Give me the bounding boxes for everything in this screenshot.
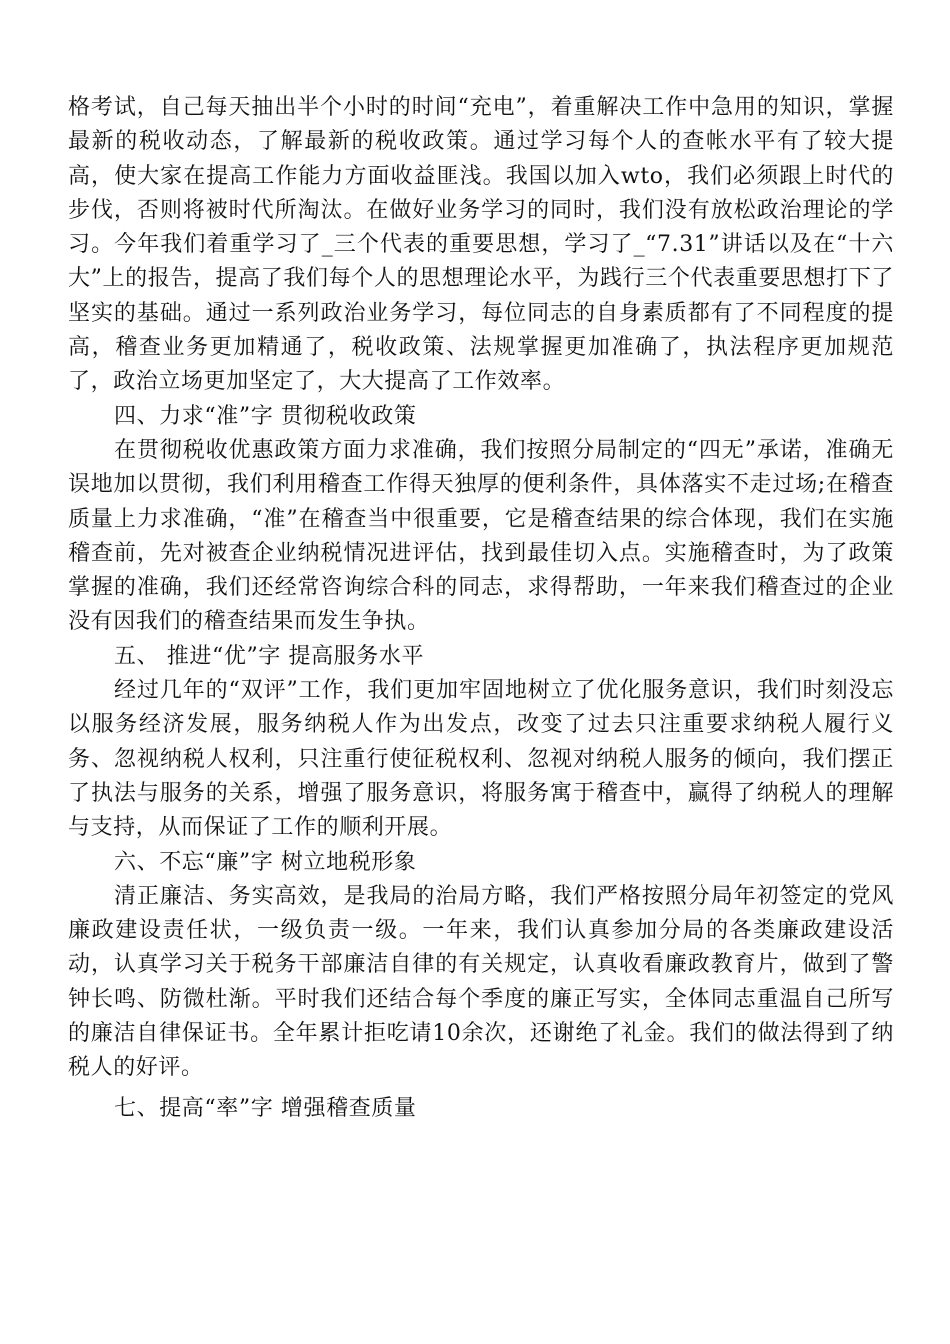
paragraph-integrity: 清正廉洁、务实高效，是我局的治局方略，我们严格按照分局年初签定的党风廉政建设责任状，一级负责一级。一年来，我们认真参加分局的各类廉政建设活动，认真学习关于税务干部廉洁自律的有关规定，认真收看廉政教育片，做到了警钟长鸣、防微杜渐。平时我们还结合每个季度的廉正写实，全体同志重温自己所写的廉洁自律保证书。全年累计拒吃请10余次，还谢绝了礼金。我们的做法得到了纳税人的好评。: [68, 883, 894, 1081]
heading-integrity: 六、不忘“廉”字 树立地税形象: [114, 849, 417, 875]
heading-efficiency: 七、提高“率”字 增强稽查质量: [114, 1095, 417, 1121]
paragraph-accuracy: 在贯彻税收优惠政策方面力求准确，我们按照分局制定的“四无”承诺，准确无误地加以贯彻，我们利用稽查工作得天独厚的便利条件，具体落实不走过场;在稽查质量上力求准确，“准”在稽查当中很重要，它是稽查结果的综合体现，我们在实施稽查前，先对被查企业纳税情况进评估，找到最佳切入点。实施稽查时，为了政策掌握的准确，我们还经常咨询综合科的同志，求得帮助，一年来我们稽查过的企业没有因我们的稽查结果而发生争执。: [68, 437, 894, 635]
paragraph-study: 格考试，自己每天抽出半个小时的时间“充电”，着重解决工作中急用的知识，掌握最新的税收动态，了解最新的税收政策。通过学习每个人的查帐水平有了较大提高，使大家在提高工作能力方面收益匪浅。我国以加入wto，我们必须跟上时代的步伐，否则将被时代所淘汰。在做好业务学习的同时，我们没有放松政治理论的学习。今年我们着重学习了_三个代表的重要思想，学习了_“7.31”讲话以及在“十六大”上的报告，提高了我们每个人的思想理论水平，为践行三个代表重要思想打下了坚实的基础。通过一系列政治业务学习，每位同志的自身素质都有了不同程度的提高，稽查业务更加精通了，税收政策、法规掌握更加准确了，执法程序更加规范了，政治立场更加坚定了，大大提高了工作效率。: [68, 95, 894, 395]
paragraph-service: 经过几年的“双评”工作，我们更加牢固地树立了优化服务意识，我们时刻没忘以服务经济发展，服务纳税人作为出发点，改变了过去只注重要求纳税人履行义务、忽视纳税人权利，只注重行使征税权利、忽视对纳税人服务的倾向，我们摆正了执法与服务的关系，增强了服务意识，将服务寓于稽查中，赢得了纳税人的理解与支持，从而保证了工作的顺利开展。: [68, 678, 894, 841]
document-page: [68, 91, 894, 1126]
heading-service: 五、 推进“优”字 提高服务水平: [114, 643, 425, 669]
heading-accuracy: 四、力求“准”字 贯彻税收政策: [114, 403, 417, 429]
